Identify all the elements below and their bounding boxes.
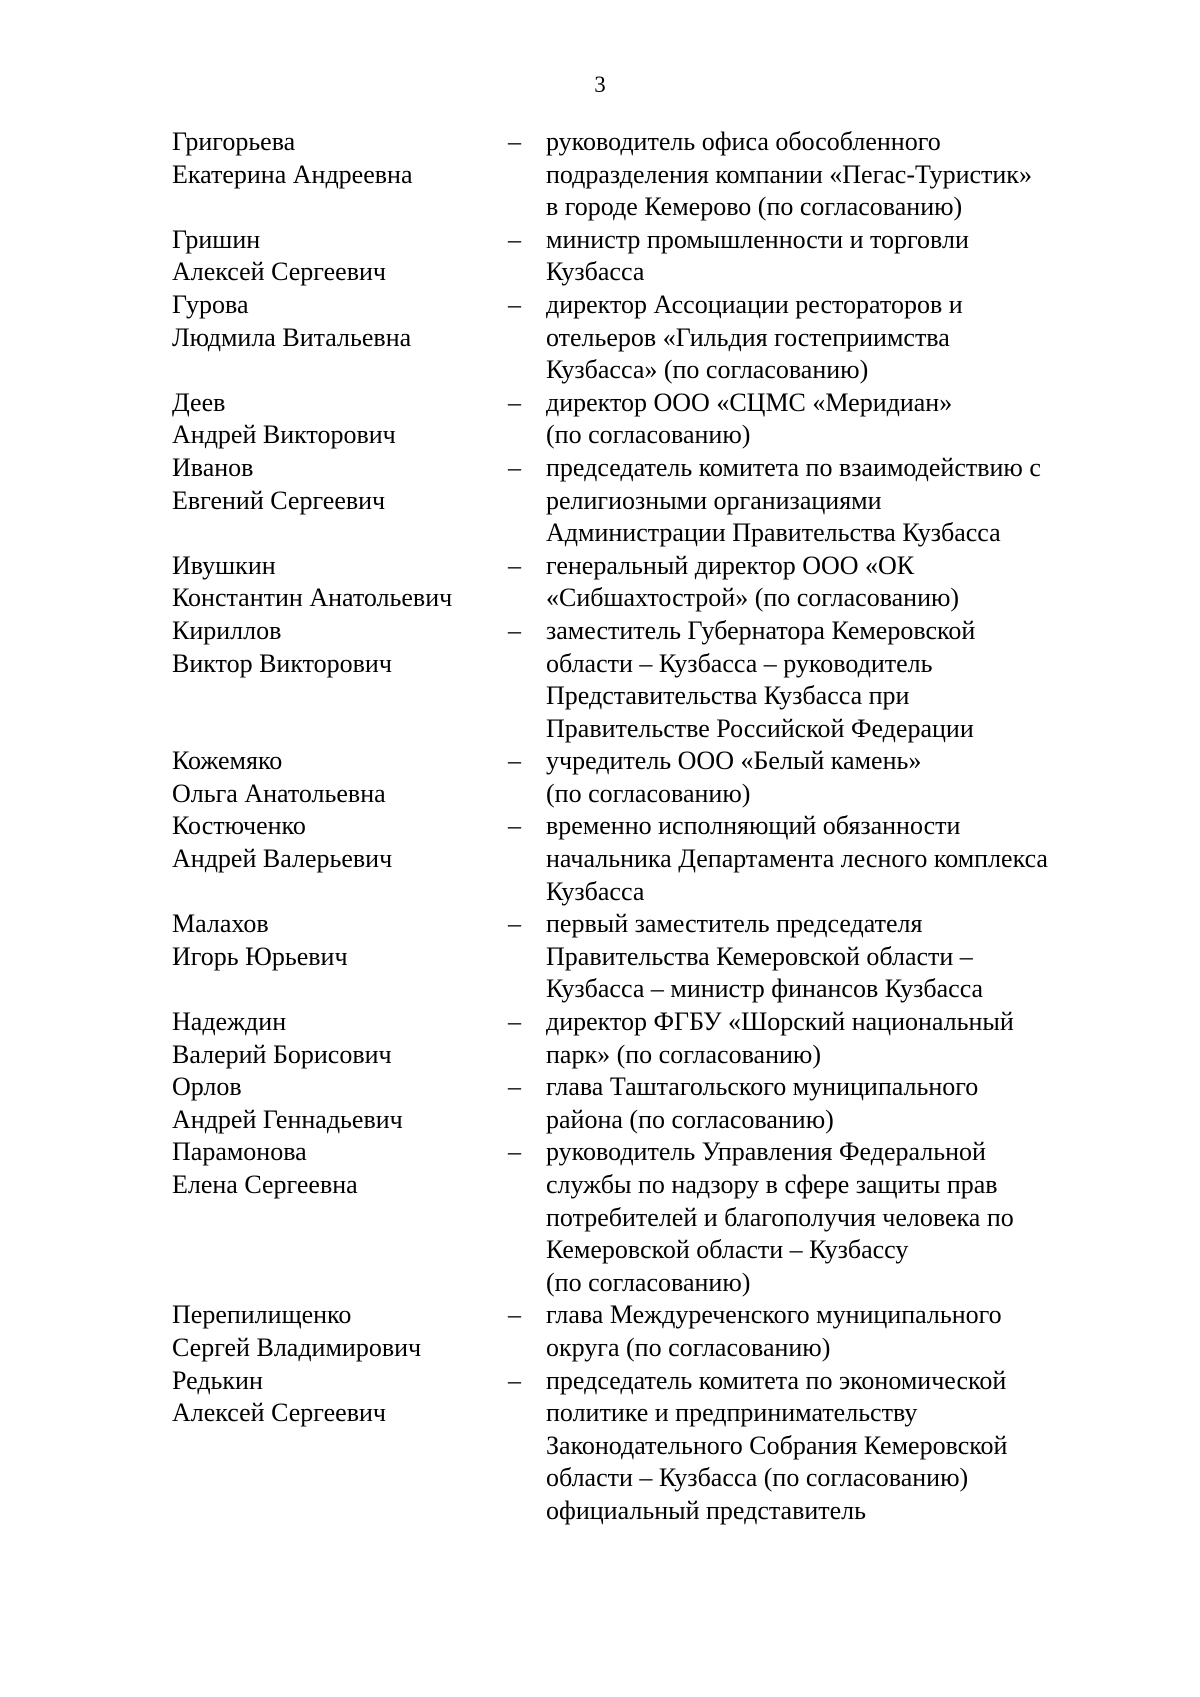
member-surname: Деев bbox=[172, 387, 226, 417]
member-surname: Парамонова bbox=[172, 1137, 307, 1167]
member-entry bbox=[172, 126, 1112, 224]
position-line: директор Ассоциации рестораторов и bbox=[546, 289, 963, 319]
dash-separator: – bbox=[508, 811, 521, 841]
member-surname: Григорьева bbox=[172, 127, 296, 156]
member-surname: Костюченко bbox=[172, 811, 306, 841]
position-line: (по согласованию) bbox=[546, 420, 751, 450]
position-line: Представительства Кузбасса при bbox=[546, 681, 910, 711]
position-line: Правительства Кемеровской области – bbox=[546, 941, 973, 971]
member-given-names: Андрей Викторович bbox=[172, 420, 396, 450]
position-line: глава Междуреченского муниципального bbox=[546, 1300, 1002, 1330]
dash-separator: – bbox=[508, 1300, 521, 1330]
position-line: Кузбасса bbox=[546, 257, 645, 287]
position-line: в городе Кемерово (по согласованию) bbox=[546, 192, 963, 222]
member-roster bbox=[172, 126, 1112, 1528]
position-line: «Сибшахтострой» (по согласованию) bbox=[546, 583, 960, 613]
member-name bbox=[172, 908, 508, 1006]
member-given-names: Евгений Сергеевич bbox=[172, 485, 386, 515]
member-entry bbox=[172, 452, 1112, 550]
position-line: начальника Департамента лесного комплекса bbox=[546, 844, 1048, 874]
member-given-names: Екатерина Андреевна bbox=[172, 159, 413, 189]
member-given-names: Людмила Витальевна bbox=[172, 322, 412, 352]
position-line: области – Кузбасса – руководитель bbox=[546, 648, 933, 678]
member-entry bbox=[172, 550, 1112, 615]
member-entry bbox=[172, 1071, 1112, 1136]
member-position bbox=[546, 1365, 1112, 1528]
member-given-names: Ольга Анатольевна bbox=[172, 778, 386, 808]
position-line: религиозными организациями bbox=[546, 485, 882, 515]
member-position bbox=[546, 126, 1112, 224]
position-line: временно исполняющий обязанности bbox=[546, 811, 961, 841]
member-position bbox=[546, 1136, 1112, 1299]
member-name bbox=[172, 1006, 508, 1071]
member-position bbox=[546, 1071, 1112, 1136]
member-surname: Малахов bbox=[172, 909, 269, 939]
member-entry bbox=[172, 615, 1112, 745]
member-entry bbox=[172, 1299, 1112, 1364]
member-given-names: Игорь Юрьевич bbox=[172, 941, 348, 971]
position-line: заместитель Губернатора Кемеровской bbox=[546, 615, 976, 645]
member-entry bbox=[172, 745, 1112, 810]
position-line: официальный представитель bbox=[546, 1495, 867, 1525]
dash-separator: – bbox=[508, 909, 521, 939]
position-line: области – Кузбасса (по согласованию) bbox=[546, 1463, 969, 1493]
member-name bbox=[172, 1365, 508, 1528]
dash-separator: – bbox=[508, 1365, 521, 1395]
member-surname: Кириллов bbox=[172, 615, 282, 645]
member-surname: Ивушкин bbox=[172, 550, 276, 580]
position-line: службы по надзору в сфере защиты прав bbox=[546, 1170, 998, 1199]
member-given-names: Андрей Геннадьевич bbox=[172, 1104, 403, 1134]
member-surname: Надеждин bbox=[172, 1007, 287, 1037]
position-line: первый заместитель председателя bbox=[546, 909, 923, 939]
member-position bbox=[546, 550, 1112, 615]
member-name bbox=[172, 550, 508, 615]
position-line: министр промышленности и торговли bbox=[546, 224, 969, 254]
member-position bbox=[546, 452, 1112, 550]
member-name bbox=[172, 1071, 508, 1136]
dash-separator: – bbox=[508, 746, 521, 776]
member-entry bbox=[172, 1136, 1112, 1299]
position-line: Правительстве Российской Федерации bbox=[546, 713, 974, 743]
position-line: генеральный директор ООО «ОК bbox=[546, 550, 915, 580]
member-name bbox=[172, 1299, 508, 1364]
member-position bbox=[546, 810, 1112, 908]
member-given-names: Алексей Сергеевич bbox=[172, 1398, 386, 1428]
member-surname: Гришин bbox=[172, 224, 261, 254]
member-name bbox=[172, 745, 508, 810]
member-position bbox=[546, 1299, 1112, 1364]
member-name bbox=[172, 452, 508, 550]
member-position bbox=[546, 387, 1112, 452]
position-line: учредитель ООО «Белый камень» bbox=[546, 746, 922, 776]
position-line: председатель комитета по взаимодействию с bbox=[546, 452, 1041, 482]
position-line: парк» (по согласованию) bbox=[546, 1039, 821, 1069]
member-surname: Орлов bbox=[172, 1072, 242, 1102]
member-position bbox=[546, 908, 1112, 1006]
position-line: Кузбасса – министр финансов Кузбасса bbox=[546, 974, 984, 1004]
dash-separator: – bbox=[508, 452, 521, 482]
member-given-names: Андрей Валерьевич bbox=[172, 844, 393, 874]
member-surname: Редькин bbox=[172, 1365, 263, 1395]
position-line: председатель комитета по экономической bbox=[546, 1365, 1007, 1395]
dash-separator: – bbox=[508, 550, 521, 580]
position-line: политике и предпринимательству bbox=[546, 1398, 918, 1428]
position-line: Администрации Правительства Кузбасса bbox=[546, 518, 1001, 548]
member-given-names: Сергей Владимирович bbox=[172, 1332, 422, 1362]
position-line: директор ООО «СЦМС «Меридиан» bbox=[546, 387, 953, 417]
position-line: (по согласованию) bbox=[546, 778, 751, 808]
member-entry bbox=[172, 224, 1112, 289]
member-given-names: Валерий Борисович bbox=[172, 1039, 392, 1069]
dash-separator: – bbox=[508, 1007, 521, 1037]
member-entry bbox=[172, 387, 1112, 452]
position-line: (по согласованию) bbox=[546, 1267, 751, 1297]
position-line: руководитель офиса обособленного bbox=[546, 127, 941, 156]
dash-separator: – bbox=[508, 387, 521, 417]
member-surname: Кожемяко bbox=[172, 746, 283, 776]
member-name bbox=[172, 387, 508, 452]
member-name bbox=[172, 126, 508, 224]
member-surname: Перепилищенко bbox=[172, 1300, 352, 1330]
member-entry bbox=[172, 810, 1112, 908]
position-line: руководитель Управления Федеральной bbox=[546, 1137, 986, 1167]
position-line: директор ФГБУ «Шорский национальный bbox=[546, 1007, 1014, 1037]
dash-separator: – bbox=[508, 1072, 521, 1102]
member-name bbox=[172, 810, 508, 908]
position-line: района (по согласованию) bbox=[546, 1104, 834, 1134]
member-surname: Гурова bbox=[172, 289, 249, 319]
dash-separator: – bbox=[508, 1137, 521, 1167]
member-given-names: Алексей Сергеевич bbox=[172, 257, 386, 287]
dash-separator: – bbox=[508, 224, 521, 254]
member-entry bbox=[172, 1365, 1112, 1528]
position-line: Законодательного Собрания Кемеровской bbox=[546, 1430, 1008, 1460]
member-entry bbox=[172, 908, 1112, 1006]
member-entry bbox=[172, 1006, 1112, 1071]
position-line: отельеров «Гильдия гостеприимства bbox=[546, 322, 950, 352]
member-position bbox=[546, 224, 1112, 289]
position-line: потребителей и благополучия человека по bbox=[546, 1202, 1014, 1232]
member-position bbox=[546, 615, 1112, 745]
member-position bbox=[546, 1006, 1112, 1071]
dash-separator: – bbox=[508, 615, 521, 645]
member-given-names: Елена Сергеевна bbox=[172, 1170, 358, 1199]
member-given-names: Виктор Викторович bbox=[172, 648, 392, 678]
member-position bbox=[546, 745, 1112, 810]
page-number: 3 bbox=[594, 72, 606, 97]
member-name bbox=[172, 615, 508, 745]
member-position bbox=[546, 289, 1112, 387]
position-line: Кемеровской области – Кузбассу bbox=[546, 1235, 909, 1265]
member-entry bbox=[172, 289, 1112, 387]
member-given-names: Константин Анатольевич bbox=[172, 583, 453, 613]
member-surname: Иванов bbox=[172, 452, 254, 482]
member-name bbox=[172, 289, 508, 387]
member-name bbox=[172, 224, 508, 289]
member-name bbox=[172, 1136, 508, 1299]
position-line: Кузбасса bbox=[546, 876, 645, 906]
position-line: глава Таштагольского муниципального bbox=[546, 1072, 979, 1102]
position-line: подразделения компании «Пегас-Туристик» bbox=[546, 159, 1032, 189]
dash-separator: – bbox=[508, 127, 521, 156]
position-line: округа (по согласованию) bbox=[546, 1332, 831, 1362]
dash-separator: – bbox=[508, 289, 521, 319]
position-line: Кузбасса» (по согласованию) bbox=[546, 355, 869, 385]
